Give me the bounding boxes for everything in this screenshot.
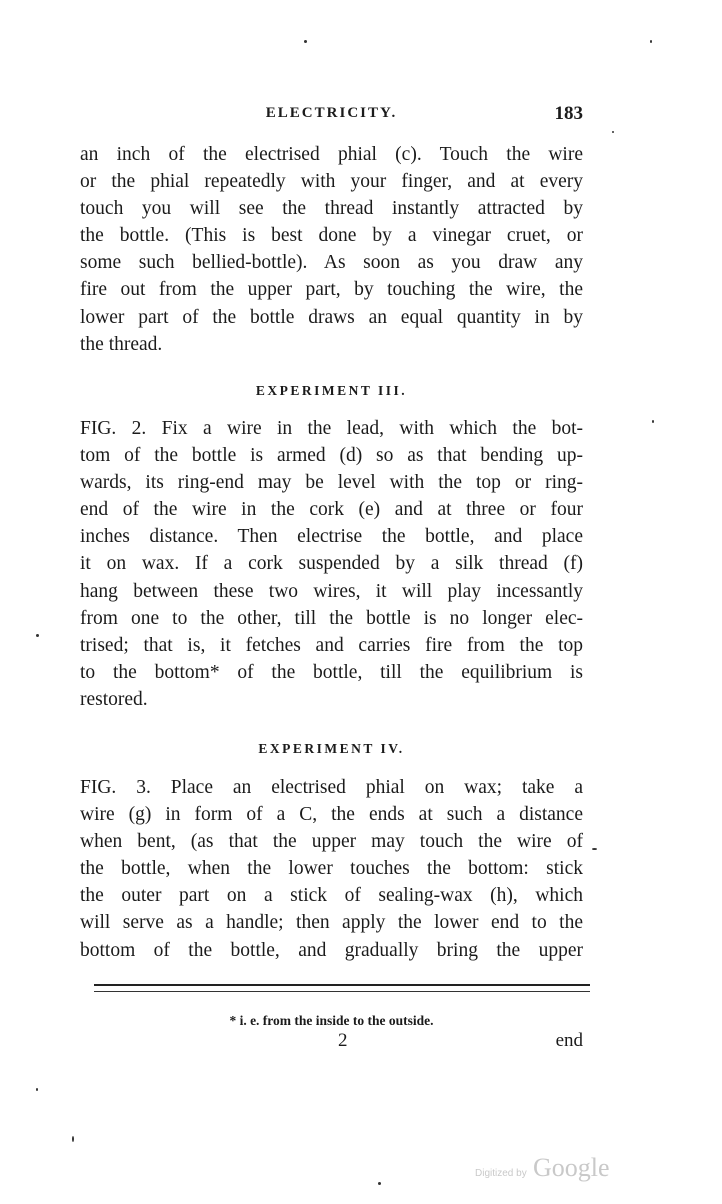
experiment-heading-iv: EXPERIMENT IV.	[258, 741, 405, 756]
paragraph-2	[80, 415, 583, 713]
text-line: fire out from the upper part, by touching the wire, the	[80, 279, 583, 301]
text-line: from one to the other, till the bottle is no longer elec-	[80, 607, 583, 629]
text-line: the outer part on a stick of sealing-wax (h), which	[80, 885, 583, 907]
digitized-watermark	[475, 1153, 625, 1189]
text-line: the thread.	[80, 333, 163, 355]
text-line: wards, its ring-end may be level with the top or ring-	[80, 472, 583, 494]
footnote-rule-thin	[94, 991, 590, 992]
scan-speck	[378, 1182, 381, 1185]
paragraph-1	[80, 141, 583, 358]
watermark-small-text: Digitized by	[475, 1168, 527, 1179]
text-line: hang between these two wires, it will play incessantly	[80, 580, 583, 602]
text-line: FIG. 3. Place an electrised phial on wax; take a	[80, 777, 583, 798]
text-line: tom of the bottle is armed (d) so as that bending up-	[80, 445, 583, 467]
text-line: the bottle, when the lower touches the bottom: stick	[80, 858, 583, 880]
text-line: lower part of the bottle draws an equal quantity in by	[80, 306, 583, 328]
text-line: when bent, (as that the upper may touch the wire of	[80, 831, 583, 853]
text-line: bottom of the bottle, and gradually bring the upper	[80, 939, 583, 961]
paragraph-3	[80, 774, 583, 964]
text-line: will serve as a handle; then apply the lower end to the	[80, 912, 583, 934]
text-line: touch you will see the thread instantly attracted by	[80, 198, 583, 220]
text-line: an inch of the electrised phial (c). Touch the wire	[80, 144, 583, 165]
scan-speck	[36, 1088, 38, 1091]
catchword: end	[555, 1030, 583, 1051]
signature-mark: 2	[338, 1030, 348, 1051]
text-line: trised; that is, it fetches and carries fire from the top	[80, 634, 583, 656]
scan-speck	[652, 420, 654, 423]
scan-speck	[304, 40, 307, 43]
scan-speck	[72, 1136, 74, 1142]
text-line: wire (g) in form of a C, the ends at such a distance	[80, 804, 583, 826]
text-line: restored.	[80, 688, 148, 710]
page-content	[80, 0, 583, 1204]
text-line: or the phial repeatedly with your finger, and at every	[80, 171, 583, 193]
text-line: end of the wire in the cork (e) and at three or four	[80, 499, 583, 521]
text-line: the bottle. (This is best done by a vinegar cruet, or	[80, 225, 583, 247]
scan-speck	[36, 634, 39, 637]
footnote: * i. e. from the inside to the outside.	[229, 1013, 434, 1028]
scan-speck	[650, 40, 652, 43]
scan-speck	[612, 131, 614, 133]
footnote-rule	[94, 984, 590, 986]
scan-speck	[592, 848, 597, 850]
running-title: ELECTRICITY.	[265, 105, 398, 121]
google-logo: Google	[533, 1153, 610, 1182]
text-line: it on wax. If a cork suspended by a silk thread (f)	[80, 553, 583, 575]
running-head	[80, 103, 583, 127]
text-line: FIG. 2. Fix a wire in the lead, with which the bot-	[80, 418, 583, 439]
text-line: to the bottom* of the bottle, till the equilibrium is	[80, 661, 583, 683]
page-number: 183	[554, 103, 583, 124]
experiment-heading-iii: EXPERIMENT III.	[255, 383, 408, 398]
text-line: some such bellied-bottle). As soon as you draw any	[80, 252, 583, 274]
text-line: inches distance. Then electrise the bottle, and place	[80, 526, 583, 548]
